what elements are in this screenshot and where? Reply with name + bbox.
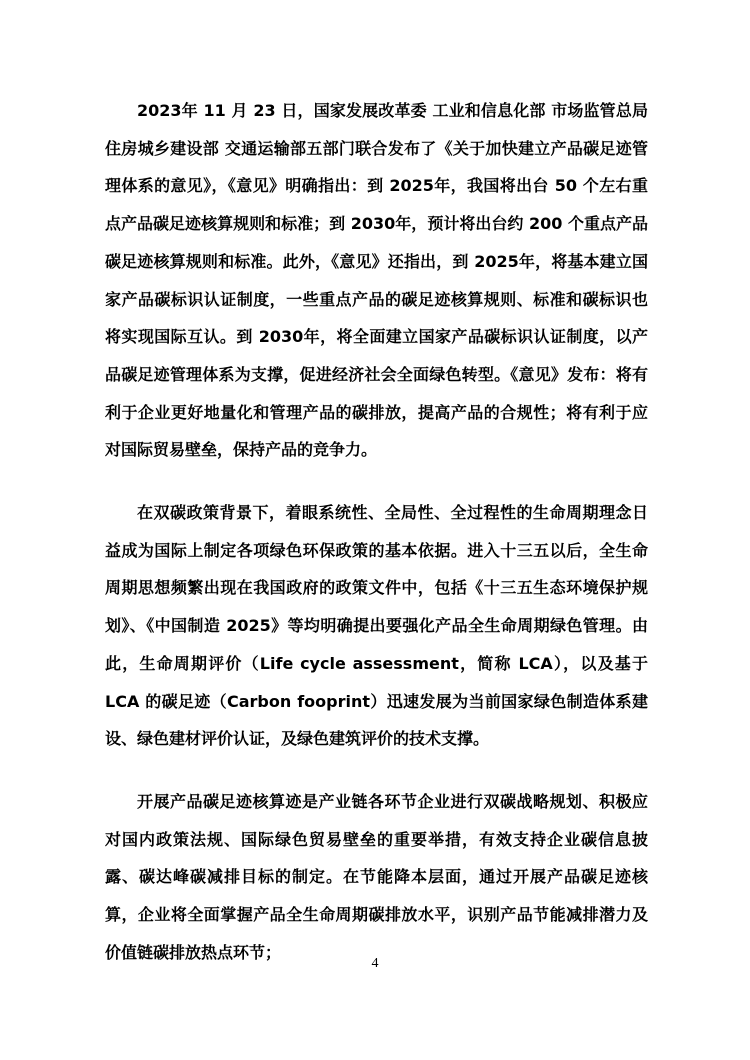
page-footer bbox=[0, 952, 750, 972]
paragraph-lca-background: 在双碳政策背景下，着眼系统性、全局性、全过程性的生命周期理念日益成为国际上制定各项绿色环保政策的基本依据。进入十三五以后，全生命周期思想频繁出现在我国政府的政策文件中，包括《十三五生态环境保护规划》、《中国制造 2025》等均明确提出要强化产品全生命周期绿色管理。由此，生命周期评价（Life cycle assessment，简称 LCA），以及基于 LCA 的碳足迹（Carbon fooprint）迅速发展为当前国家绿色制造体系建设、绿色建材评价认证，及绿色建筑评价的技术支撑。 bbox=[105, 503, 648, 749]
document-text-block bbox=[105, 92, 648, 996]
paragraph-carbon-footprint-benefits: 开展产品碳足迹核算迹是产业链各环节企业进行双碳战略规划、积极应对国内政策法规、国际绿色贸易壁垒的重要举措，有效支持企业碳信息披露、碳达峰碳减排目标的制定。在节能降本层面，通过开展产品碳足迹核算，企业将全面掌握产品全生命周期碳排放水平，识别产品节能减排潜力及价值链碳排放热点环节； bbox=[105, 791, 648, 962]
paragraph-policy-release: 2023年 11 月 23 日，国家发展改革委 工业和信息化部 市场监管总局 住房城乡建设部 交通运输部五部门联合发布了《关于加快建立产品碳足迹管理体系的意见》，《意见》明确指出：到 2025年，我国将出台 50 个左右重点产品碳足迹核算规则和标准；到 2030年，预计将出台约 200 个重点产品碳足迹核算规则和标准。此外，《意见》还指出，到 2025年，将基本建立国家产品碳标识认证制度，一些重点产品的碳足迹核算规则、标准和碳标识也将实现国际互认。到 2030年，将全面建立国家产品碳标识认证制度，以产品碳足迹管理体系为支撑，促进经济社会全面绿色转型。《意见》发布：将有利于企业更好地量化和管理产品的碳排放，提高产品的合规性；将有利于应对国际贸易壁垒，保持产品的竞争力。 bbox=[105, 101, 648, 460]
page-number: 4 bbox=[371, 956, 379, 971]
